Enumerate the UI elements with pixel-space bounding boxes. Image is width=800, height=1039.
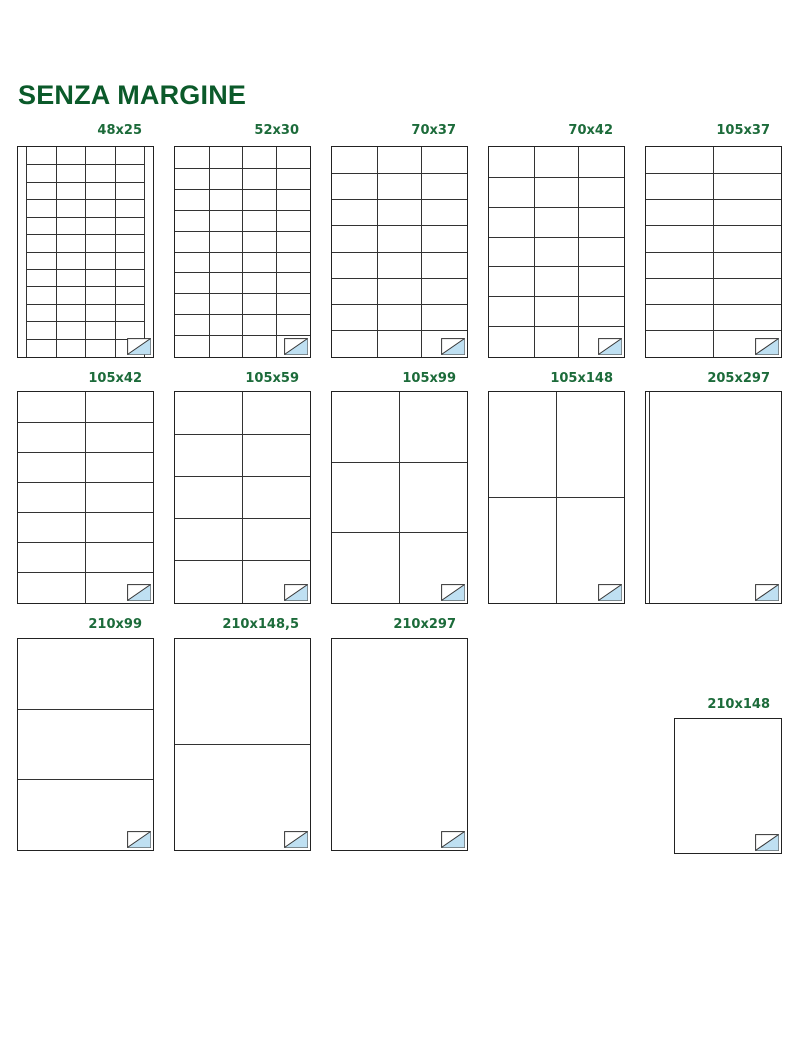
column-divider: [399, 392, 400, 603]
row-divider: [26, 321, 145, 322]
sheet-label: 105x37: [716, 123, 770, 138]
row-divider: [489, 177, 624, 178]
row-divider: [332, 199, 467, 200]
sheet-label: 205x297: [707, 371, 770, 386]
row-divider: [175, 210, 310, 211]
row-divider: [175, 189, 310, 190]
row-divider: [646, 330, 781, 331]
row-divider: [489, 266, 624, 267]
label-sheet-105x42: [17, 391, 154, 604]
label-sheet-210x99: [17, 638, 154, 851]
label-sheet-70x42: [488, 146, 625, 358]
row-divider: [332, 278, 467, 279]
row-divider: [332, 532, 467, 533]
sheet-label: 210x99: [88, 617, 142, 632]
row-divider: [18, 779, 153, 780]
row-divider: [175, 434, 310, 435]
row-divider: [489, 237, 624, 238]
row-divider: [26, 252, 145, 253]
sheet-label: 48x25: [97, 123, 142, 138]
row-divider: [175, 314, 310, 315]
row-divider: [646, 304, 781, 305]
row-divider: [18, 422, 153, 423]
sheet-label: 210x148: [707, 697, 770, 712]
row-divider: [332, 330, 467, 331]
row-divider: [332, 173, 467, 174]
row-divider: [175, 560, 310, 561]
peel-corner-icon: [441, 831, 465, 848]
row-divider: [26, 304, 145, 305]
row-divider: [18, 542, 153, 543]
row-divider: [489, 497, 624, 498]
sheet-label: 210x148,5: [222, 617, 299, 632]
sheet-label: 105x99: [402, 371, 456, 386]
row-divider: [18, 452, 153, 453]
row-divider: [175, 293, 310, 294]
label-sheet-48x25: [17, 146, 154, 358]
row-divider: [26, 269, 145, 270]
page-title: SENZA MARGINE: [18, 80, 247, 110]
row-divider: [175, 335, 310, 336]
sheet-label: 105x42: [88, 371, 142, 386]
row-divider: [646, 199, 781, 200]
label-sheet-70x37: [331, 146, 468, 358]
sheet-label: 70x42: [568, 123, 613, 138]
edge-strip-line: [649, 392, 650, 603]
row-divider: [646, 278, 781, 279]
sheet-label: 70x37: [411, 123, 456, 138]
row-divider: [26, 164, 145, 165]
row-divider: [18, 572, 153, 573]
row-divider: [646, 225, 781, 226]
row-divider: [26, 234, 145, 235]
peel-corner-icon: [127, 338, 151, 355]
label-sheet-210x148-5: [174, 638, 311, 851]
peel-corner-icon: [441, 338, 465, 355]
label-sheet-210x297: [331, 638, 468, 851]
row-divider: [175, 744, 310, 745]
label-sheet-105x148: [488, 391, 625, 604]
label-sheet-105x37: [645, 146, 782, 358]
label-sheet-205x297: [645, 391, 782, 604]
sheet-label: 52x30: [254, 123, 299, 138]
row-divider: [332, 462, 467, 463]
row-divider: [646, 252, 781, 253]
row-divider: [332, 252, 467, 253]
row-divider: [646, 173, 781, 174]
row-divider: [26, 286, 145, 287]
peel-corner-icon: [127, 831, 151, 848]
peel-corner-icon: [755, 834, 779, 851]
label-sheet-105x99: [331, 391, 468, 604]
row-divider: [26, 182, 145, 183]
row-divider: [175, 476, 310, 477]
sheet-label: 105x148: [550, 371, 613, 386]
row-divider: [489, 326, 624, 327]
peel-corner-icon: [598, 584, 622, 601]
peel-corner-icon: [441, 584, 465, 601]
row-divider: [332, 225, 467, 226]
sheet-label: 210x297: [393, 617, 456, 632]
row-divider: [175, 518, 310, 519]
row-divider: [18, 482, 153, 483]
peel-corner-icon: [755, 584, 779, 601]
peel-corner-icon: [127, 584, 151, 601]
row-divider: [175, 272, 310, 273]
row-divider: [18, 512, 153, 513]
peel-corner-icon: [755, 338, 779, 355]
peel-corner-icon: [284, 584, 308, 601]
label-sheet-105x59: [174, 391, 311, 604]
column-divider: [242, 392, 243, 603]
row-divider: [175, 252, 310, 253]
row-divider: [26, 199, 145, 200]
label-sheet-52x30: [174, 146, 311, 358]
row-divider: [26, 217, 145, 218]
row-divider: [175, 168, 310, 169]
row-divider: [18, 709, 153, 710]
peel-corner-icon: [598, 338, 622, 355]
label-sheet-210x148: [674, 718, 782, 854]
peel-corner-icon: [284, 831, 308, 848]
row-divider: [175, 231, 310, 232]
peel-corner-icon: [284, 338, 308, 355]
row-divider: [489, 296, 624, 297]
row-divider: [332, 304, 467, 305]
row-divider: [489, 207, 624, 208]
sheet-label: 105x59: [245, 371, 299, 386]
